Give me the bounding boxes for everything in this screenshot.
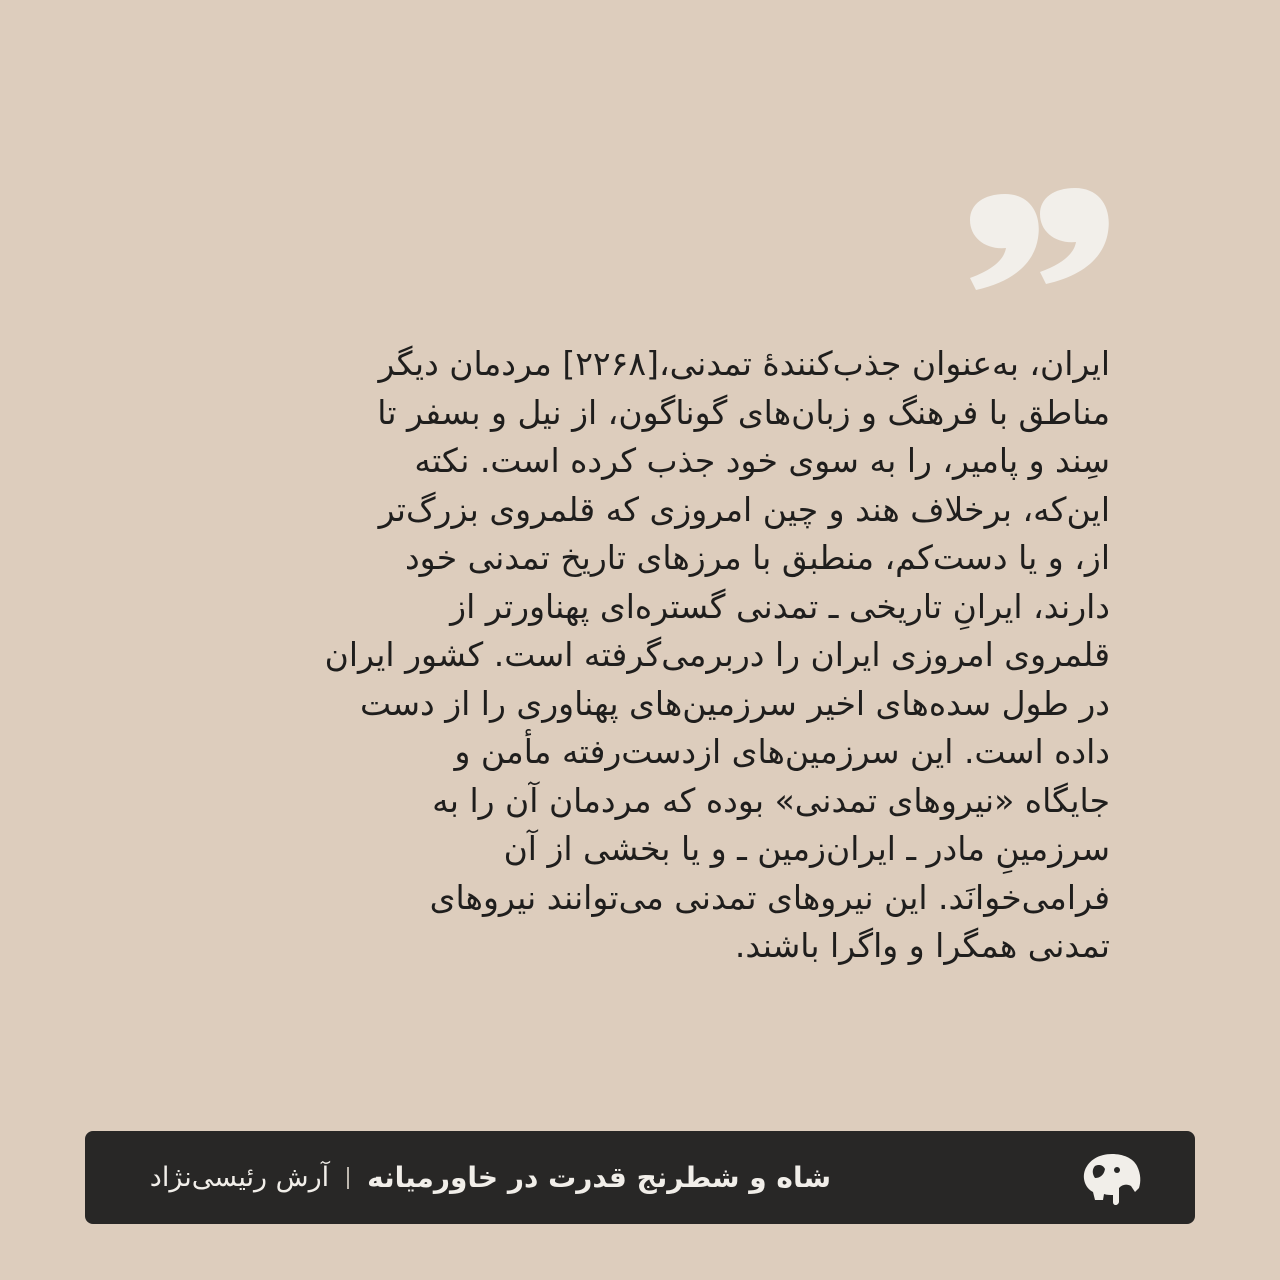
quote-line: از، و یا دست‌کم، منطبق با مرزهای تاریخ تمدنی خود [404, 538, 1110, 577]
quote-line: مناطق با فرهنگ و زبان‌های گوناگون، از نیل و بسفر تا [377, 392, 1110, 432]
quote-line: دارند، ایرانِ تاریخی ـ تمدنی گستره‌ای پهناورتر از [450, 586, 1110, 626]
elephant-logo-icon [1077, 1148, 1147, 1208]
quote-line: در طول سده‌های اخیر سرزمین‌های پهناوری را از دست [359, 683, 1110, 723]
quote-line: سرزمینِ مادر ـ ایران‌زمین ـ و یا بخشی از آن [503, 829, 1110, 868]
quote-text [170, 340, 1110, 971]
closing-quote-icon [960, 180, 1120, 300]
quote-line: فرامی‌خوانَد. این نیروهای تمدنی می‌توانند نیروهای [429, 877, 1110, 917]
footer-bar [85, 1131, 1195, 1224]
quote-line: سِند و پامیر، را به سوی خود جذب کرده است. نکته [414, 441, 1110, 480]
author-name: آرش رئیسی‌نژاد [149, 1162, 330, 1193]
quote-line: ایران، به‌عنوان جذب‌کنندهٔ تمدنی،[۲۲۶۸] مردمان دیگر [378, 344, 1110, 383]
book-title: شاه و شطرنج قدرت در خاورمیانه [367, 1161, 831, 1194]
quote-line: این‌که، برخلاف هند و چین امروزی که قلمروی بزرگ‌تر [378, 489, 1110, 529]
quote-line: قلمروی امروزی ایران را دربرمی‌گرفته است. کشور ایران [324, 635, 1110, 674]
footer-separator [347, 1167, 349, 1189]
quote-line: جایگاه «نیروهای تمدنی» بوده که مردمان آن را به [432, 780, 1110, 820]
quote-line: داده است. این سرزمین‌های ازدست‌رفته مأمن و [454, 732, 1110, 771]
quote-line: تمدنی همگرا و واگرا باشند. [734, 926, 1110, 965]
